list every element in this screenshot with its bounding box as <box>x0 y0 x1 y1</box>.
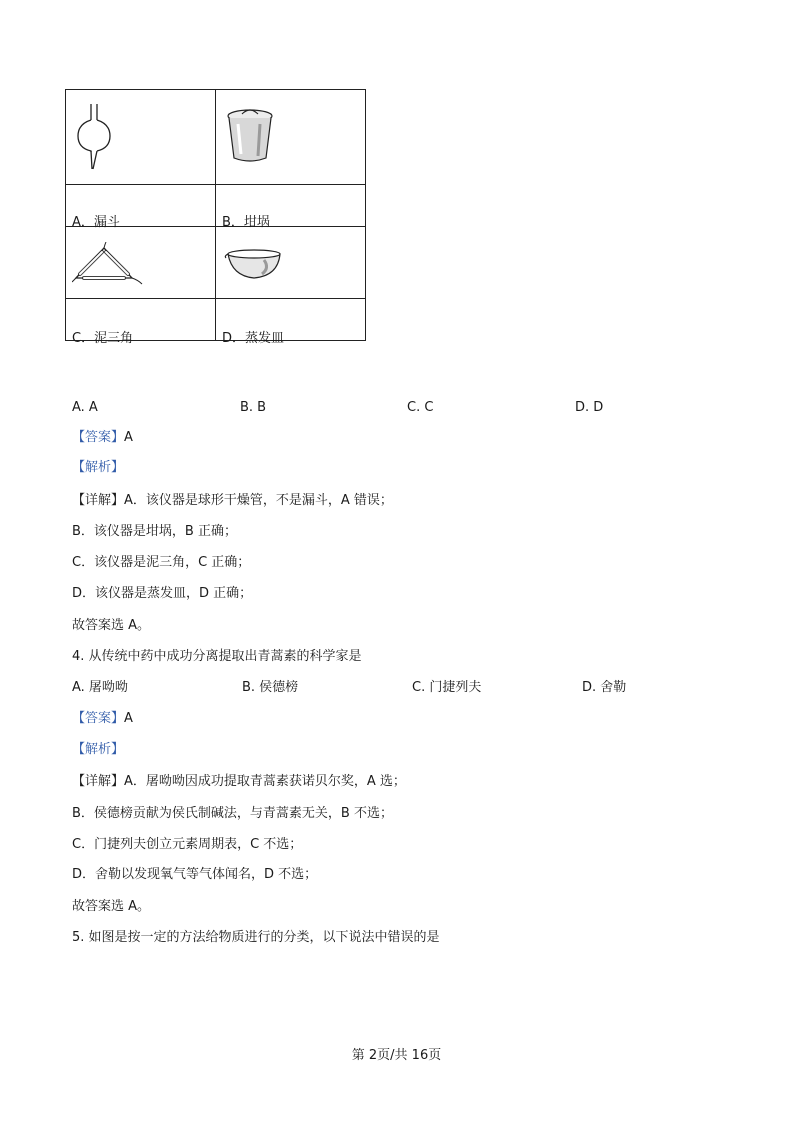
detail-line: C．门捷列夫创立元素周期表，C 不选； <box>72 837 303 852</box>
detail-line: C．该仪器是泥三角，C 正确； <box>72 555 251 570</box>
question-stem: 4. 从传统中药中成功分离提取出青蒿素的科学家是 <box>72 649 362 664</box>
choice-c: C. C <box>407 400 434 415</box>
detail-text: A．该仪器是球形干燥管，不是漏斗，A 错误； <box>124 493 393 508</box>
option-label: A．漏斗 <box>72 215 120 230</box>
detail-line: D．该仪器是蒸发皿，D 正确； <box>72 586 253 601</box>
table-divider <box>215 90 216 340</box>
answer-tag: 【答案】 <box>72 711 125 726</box>
conclusion-line: 故答案选 A。 <box>72 618 151 633</box>
question-stem: 5. 如图是按一定的方法给物质进行的分类，以下说法中错误的是 <box>72 930 440 945</box>
table-divider <box>66 298 365 299</box>
evaporating-dish-icon <box>224 242 284 282</box>
answer-line <box>72 710 133 728</box>
detail-line <box>72 773 406 791</box>
choice-b: B. 侯德榜 <box>242 680 299 695</box>
answer-tag: 【答案】 <box>72 430 125 445</box>
clay-triangle-icon <box>72 242 144 290</box>
drying-tube-icon <box>74 102 114 174</box>
detail-text: A．屠呦呦因成功提取青蒿素获诺贝尔奖，A 选； <box>124 774 406 789</box>
analysis-tag: 【解析】 <box>72 742 125 757</box>
detail-line: B．该仪器是坩埚，B 正确； <box>72 524 237 539</box>
detail-tag: 【详解】 <box>72 774 125 789</box>
option-label: B．坩埚 <box>222 215 270 230</box>
detail-line: B．侯德榜贡献为侯氏制碱法，与青蒿素无关，B 不选； <box>72 806 393 821</box>
answer-line <box>72 429 133 447</box>
choice-a: A. 屠呦呦 <box>72 680 128 695</box>
option-label: C．泥三角 <box>72 331 134 346</box>
choice-d: D. 舍勒 <box>582 680 627 695</box>
table-divider <box>66 184 365 185</box>
choice-c: C. 门捷列夫 <box>412 680 482 695</box>
answer-value: A <box>124 711 133 726</box>
answer-value: A <box>124 430 133 445</box>
conclusion-line: 故答案选 A。 <box>72 899 151 914</box>
page-footer: 第 2页/共 16页 <box>351 1048 442 1063</box>
choice-b: B. B <box>240 400 267 415</box>
option-label: D．蒸发皿 <box>222 331 285 346</box>
crucible-icon <box>224 104 276 164</box>
choice-a: A. A <box>72 400 98 415</box>
detail-line <box>72 492 393 510</box>
detail-tag: 【详解】 <box>72 493 125 508</box>
analysis-tag: 【解析】 <box>72 460 125 475</box>
choice-d: D. D <box>575 400 604 415</box>
instrument-table <box>65 89 366 346</box>
detail-line: D．舍勒以发现氧气等气体闻名，D 不选； <box>72 867 318 882</box>
